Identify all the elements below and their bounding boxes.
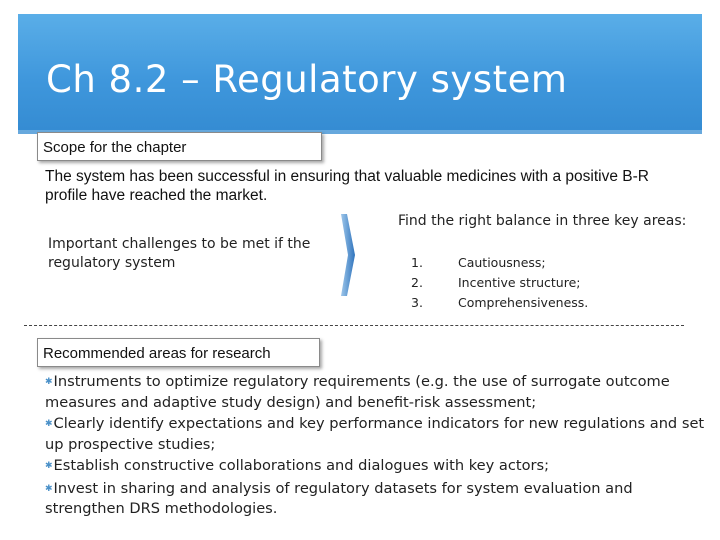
list-item-text: Comprehensiveness. bbox=[458, 295, 589, 310]
list-item-text: Cautiousness; bbox=[458, 255, 546, 270]
research-list bbox=[45, 372, 710, 521]
list-item bbox=[45, 414, 710, 454]
challenges-text: Important challenges to be met if the regulatory system bbox=[48, 236, 311, 271]
scope-heading: Scope for the chapter bbox=[43, 139, 187, 156]
asterisk-bullet-icon: ✱ bbox=[45, 419, 53, 429]
list-item-number: 1. bbox=[411, 255, 423, 270]
list-item-text: Incentive structure; bbox=[458, 275, 581, 290]
asterisk-bullet-icon: ✱ bbox=[45, 483, 53, 494]
list-item bbox=[45, 479, 710, 519]
list-item bbox=[398, 253, 588, 273]
chevron-arrow-icon bbox=[341, 214, 355, 296]
research-item-text: Establish constructive collaborations and dialogues with key actors; bbox=[53, 457, 550, 474]
scope-text: The system has been successful in ensuring that valuable medicines with a positive B-R profile have reached the market. bbox=[45, 168, 649, 204]
list-item bbox=[398, 273, 588, 293]
list-item bbox=[45, 456, 710, 477]
research-item-text: Clearly identify expectations and key performance indicators for new regulations and set up prospective studies; bbox=[45, 415, 705, 453]
slide-title: Ch 8.2 – Regulatory system bbox=[46, 58, 568, 101]
list-item-number: 3. bbox=[411, 295, 423, 310]
asterisk-bullet-icon: ✱ bbox=[45, 377, 53, 387]
research-heading-box bbox=[37, 338, 320, 367]
asterisk-bullet-icon: ✱ bbox=[45, 461, 53, 471]
list-item bbox=[45, 372, 710, 412]
research-heading: Recommended areas for research bbox=[43, 345, 271, 362]
research-item-text: Invest in sharing and analysis of regulatory datasets for system evaluation and strengthen DRS methodologies. bbox=[45, 479, 633, 517]
balance-list bbox=[398, 253, 588, 313]
list-item-number: 2. bbox=[411, 275, 423, 290]
section-divider bbox=[24, 325, 684, 326]
scope-heading-box bbox=[37, 132, 322, 161]
balance-intro: Find the right balance in three key areas: bbox=[398, 213, 687, 229]
research-item-text: Instruments to optimize regulatory requirements (e.g. the use of surrogate outcome measures and adaptive study design) and benefit-risk assessment; bbox=[45, 373, 670, 411]
list-item bbox=[398, 293, 588, 313]
